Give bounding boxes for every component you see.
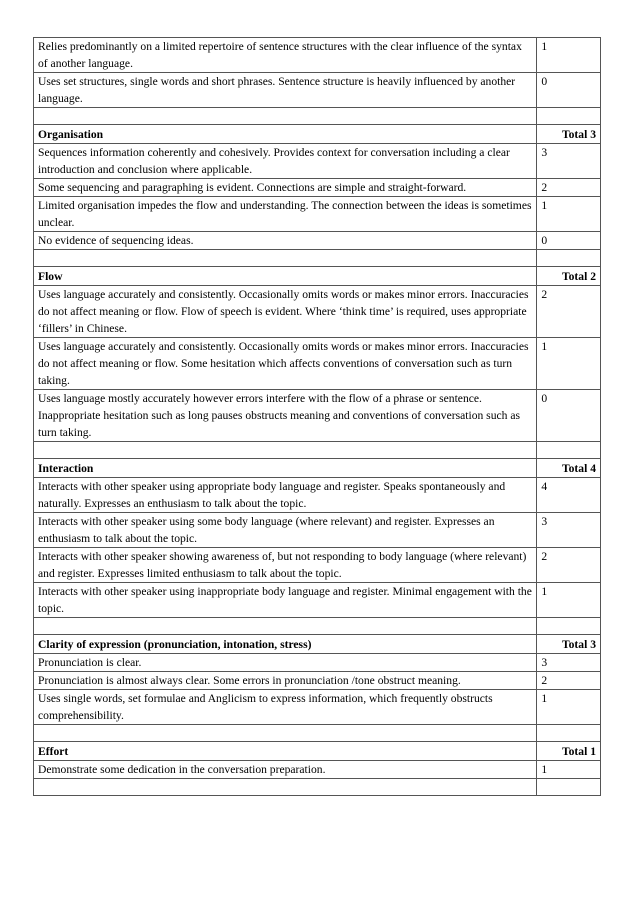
spacer-cell [34, 442, 537, 459]
criterion-row [34, 654, 601, 672]
criterion-score: 1 [537, 38, 601, 73]
spacer-row [34, 442, 601, 459]
section-header-row [34, 635, 601, 654]
criterion-description: Uses language accurately and consistently. Occasionally omits words or makes minor errors. Inaccuracies do not affect meaning or flow. Flow of speech is evident. Where ‘think time’ is required, uses appropriate ‘fillers’ in Chinese. [34, 286, 537, 338]
section-title: Clarity of expression (pronunciation, intonation, stress) [34, 635, 537, 654]
section-title: Flow [34, 267, 537, 286]
criterion-score: 0 [537, 232, 601, 250]
criterion-score: 1 [537, 761, 601, 779]
section-header-row [34, 742, 601, 761]
criterion-row [34, 690, 601, 725]
criterion-description: Relies predominantly on a limited repertoire of sentence structures with the clear influence of the syntax of another language. [34, 38, 537, 73]
criterion-score: 3 [537, 513, 601, 548]
spacer-cell [537, 779, 601, 796]
spacer-row [34, 108, 601, 125]
spacer-cell [34, 725, 537, 742]
criterion-score: 2 [537, 548, 601, 583]
criterion-description: Interacts with other speaker showing awareness of, but not responding to body language (where relevant) and register. Expresses limited enthusiasm to talk about the topic. [34, 548, 537, 583]
criterion-description: Pronunciation is clear. [34, 654, 537, 672]
criterion-score: 2 [537, 672, 601, 690]
criterion-row [34, 583, 601, 618]
criterion-description: Pronunciation is almost always clear. Some errors in pronunciation /tone obstruct meaning. [34, 672, 537, 690]
section-total: Total 1 [537, 742, 601, 761]
section-total: Total 3 [537, 125, 601, 144]
criterion-description: Uses language accurately and consistently. Occasionally omits words or makes minor errors. Inaccuracies do not affect meaning or flow. Some hesitation which affects conventions of conversation such as turn taking. [34, 338, 537, 390]
criterion-score: 3 [537, 654, 601, 672]
criterion-row [34, 390, 601, 442]
criterion-description: Limited organisation impedes the flow and understanding. The connection between the ideas is sometimes unclear. [34, 197, 537, 232]
spacer-cell [537, 250, 601, 267]
criterion-row [34, 38, 601, 73]
section-total: Total 2 [537, 267, 601, 286]
criterion-score: 0 [537, 390, 601, 442]
spacer-cell [34, 779, 537, 796]
criterion-row [34, 286, 601, 338]
criterion-row [34, 761, 601, 779]
criterion-score: 2 [537, 286, 601, 338]
criterion-row [34, 179, 601, 197]
section-title: Organisation [34, 125, 537, 144]
criterion-score: 1 [537, 690, 601, 725]
criterion-score: 1 [537, 583, 601, 618]
criterion-score: 1 [537, 197, 601, 232]
criterion-row [34, 478, 601, 513]
criterion-row [34, 338, 601, 390]
section-header-row [34, 267, 601, 286]
criterion-description: Sequences information coherently and cohesively. Provides context for conversation including a clear introduction and conclusion where applicable. [34, 144, 537, 179]
criterion-score: 4 [537, 478, 601, 513]
rubric-page [33, 37, 601, 796]
criterion-description: Interacts with other speaker using some body language (where relevant) and register. Expresses an enthusiasm to talk about the topic. [34, 513, 537, 548]
section-title: Effort [34, 742, 537, 761]
criterion-score: 2 [537, 179, 601, 197]
spacer-cell [537, 108, 601, 125]
spacer-row [34, 618, 601, 635]
criterion-description: Demonstrate some dedication in the conversation preparation. [34, 761, 537, 779]
criterion-score: 1 [537, 338, 601, 390]
criterion-row [34, 232, 601, 250]
section-total: Total 4 [537, 459, 601, 478]
spacer-row [34, 250, 601, 267]
criterion-row [34, 144, 601, 179]
section-header-row [34, 125, 601, 144]
criterion-description: No evidence of sequencing ideas. [34, 232, 537, 250]
section-header-row [34, 459, 601, 478]
criterion-description: Interacts with other speaker using inappropriate body language and register. Minimal engagement with the topic. [34, 583, 537, 618]
spacer-cell [34, 618, 537, 635]
criterion-row [34, 73, 601, 108]
spacer-row [34, 779, 601, 796]
section-title: Interaction [34, 459, 537, 478]
criterion-description: Uses set structures, single words and short phrases. Sentence structure is heavily influenced by another language. [34, 73, 537, 108]
criterion-row [34, 672, 601, 690]
spacer-row [34, 725, 601, 742]
criterion-description: Uses language mostly accurately however errors interfere with the flow of a phrase or sentence. Inappropriate hesitation such as long pauses obstructs meaning and conventions of conversation such as turn taking. [34, 390, 537, 442]
spacer-cell [537, 442, 601, 459]
criterion-score: 3 [537, 144, 601, 179]
section-total: Total 3 [537, 635, 601, 654]
criterion-row [34, 513, 601, 548]
spacer-cell [537, 725, 601, 742]
criterion-description: Uses single words, set formulae and Anglicism to express information, which frequently obstructs comprehensibility. [34, 690, 537, 725]
criterion-score: 0 [537, 73, 601, 108]
criterion-row [34, 197, 601, 232]
criterion-description: Interacts with other speaker using appropriate body language and register. Speaks spontaneously and naturally. Expresses an enthusiasm to talk about the topic. [34, 478, 537, 513]
criterion-description: Some sequencing and paragraphing is evident. Connections are simple and straight-forward. [34, 179, 537, 197]
criterion-row [34, 548, 601, 583]
spacer-cell [34, 108, 537, 125]
spacer-cell [34, 250, 537, 267]
rubric-table-body [34, 38, 601, 796]
spacer-cell [537, 618, 601, 635]
rubric-table [33, 37, 601, 796]
